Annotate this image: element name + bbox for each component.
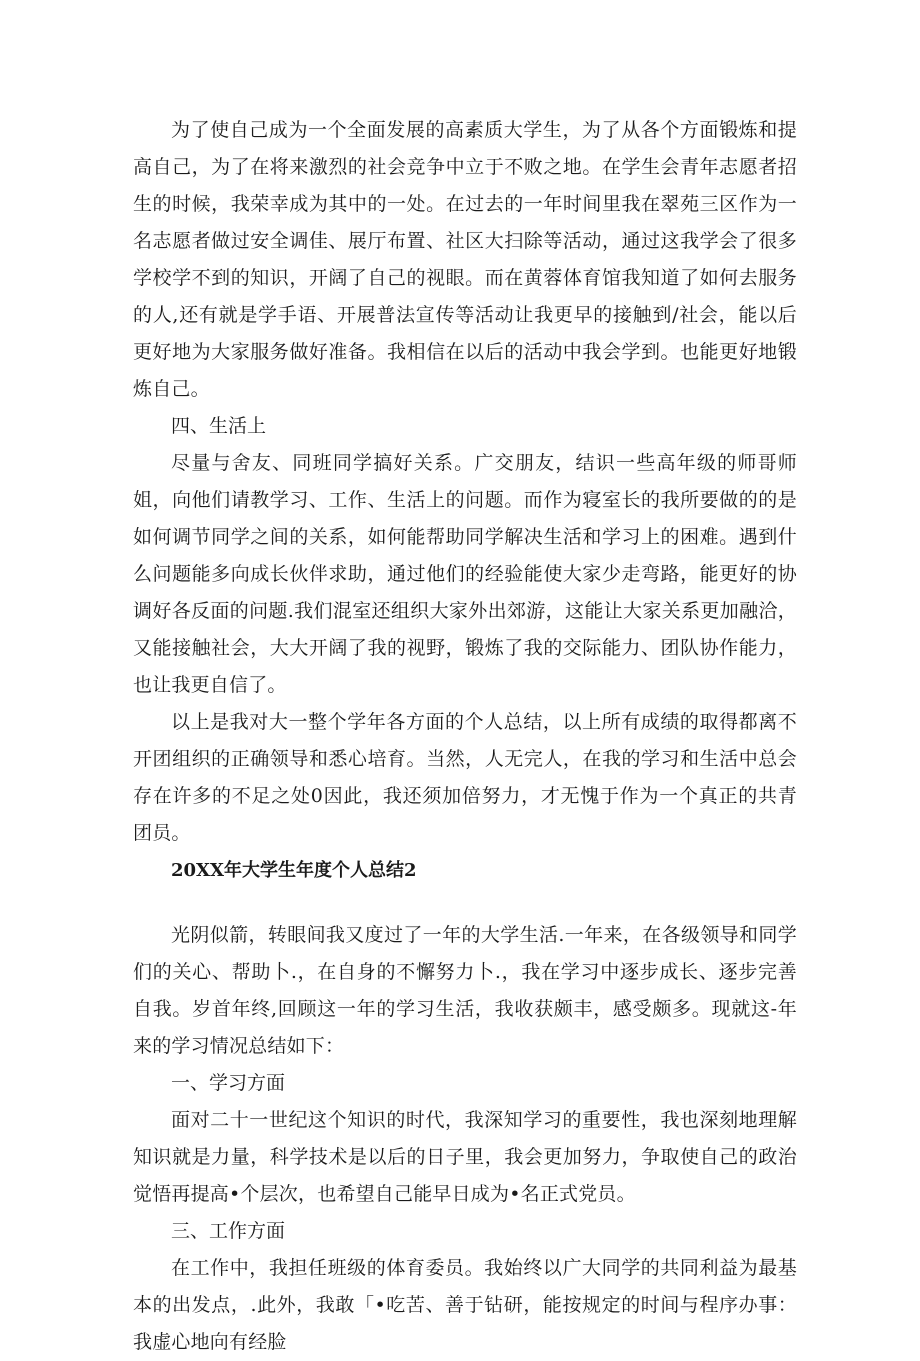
paragraph-intro: 光阴似箭，转眼间我又度过了一年的大学生活.一年来，在各级领导和同学们的关心、帮助卜.，在自身的不懈努力卜.，我在学习中逐步成长、逐步完善自我。岁首年终,回顾这一年的学习生活，我收获颇丰，感受颇多。现就这-年来的学习情况总结如下： — [133, 924, 797, 1057]
section-heading-study: 一、学习方面 — [171, 1072, 286, 1094]
paragraph-study: 面对二十一世纪这个知识的时代，我深知学习的重要性，我也深刻地理解知识就是力量，科学技术是以后的日子里，我会更加努力，争取使自己的政治觉悟再提高•个层次，也希望自己能早日成为•名正式党员。 — [133, 1109, 797, 1205]
paragraph-life: 尽量与舍友、同班同学搞好关系。广交朋友，结识一些高年级的师哥师姐，向他们请教学习、工作、生活上的问题。而作为寝室长的我所要做的的是如何调节同学之间的关系，如何能帮助同学解决生活和学习上的困难。遇到什么问题能多向成长伙伴求助，通过他们的经验能使大家少走弯路，能更好的协调好各反面的问题.我们混室还组织大家外出郊游，这能让大家关系更加融洽，又能接触社会，大大开阔了我的视野，锻炼了我的交际能力、团队协作能力，也让我更自信了。 — [133, 452, 797, 696]
document-title-2: 20XX年大学生年度个人总结2 — [171, 860, 417, 881]
paragraph-summary: 以上是我对大一整个学年各方面的个人总结，以上所有成绩的取得都离不开团组织的正确领导和悉心培育。当然，人无完人，在我的学习和生活中总会存在许多的不足之处0因此，我还须加倍努力，才无愧于作为一个真正的共青团员。 — [133, 711, 797, 844]
document-page — [133, 112, 797, 1361]
title-spacer — [133, 889, 797, 917]
section-heading-work: 三、工作方面 — [171, 1220, 286, 1242]
paragraph-work: 在工作中，我担任班级的体育委员。我始终以广大同学的共同利益为最基本的出发点，.此外，我敢「•吃苦、善于钻研，能按规定的时间与程序办事：我虚心地向有经脸 — [133, 1257, 797, 1353]
paragraph-volunteer: 为了使自己成为一个全面发展的高素质大学生，为了从各个方面锻炼和提高自己，为了在将来激烈的社会竞争中立于不败之地。在学生会青年志愿者招生的时候，我荣幸成为其中的一处。在过去的一年时间里我在翠苑三区作为一名志愿者做过安全调佳、展厅布置、社区大扫除等活动，通过这我学会了很多学校学不到的知识，开阔了自己的视眼。而在黄蓉体育馆我知道了如何去服务的人,还有就是学手语、开展普法宣传等活动让我更早的接触到/社会，能以后更好地为大家服务做好准备。我相信在以后的活动中我会学到。也能更好地锻炼自己。 — [133, 119, 797, 400]
section-heading-life: 四、生活上 — [171, 415, 267, 437]
